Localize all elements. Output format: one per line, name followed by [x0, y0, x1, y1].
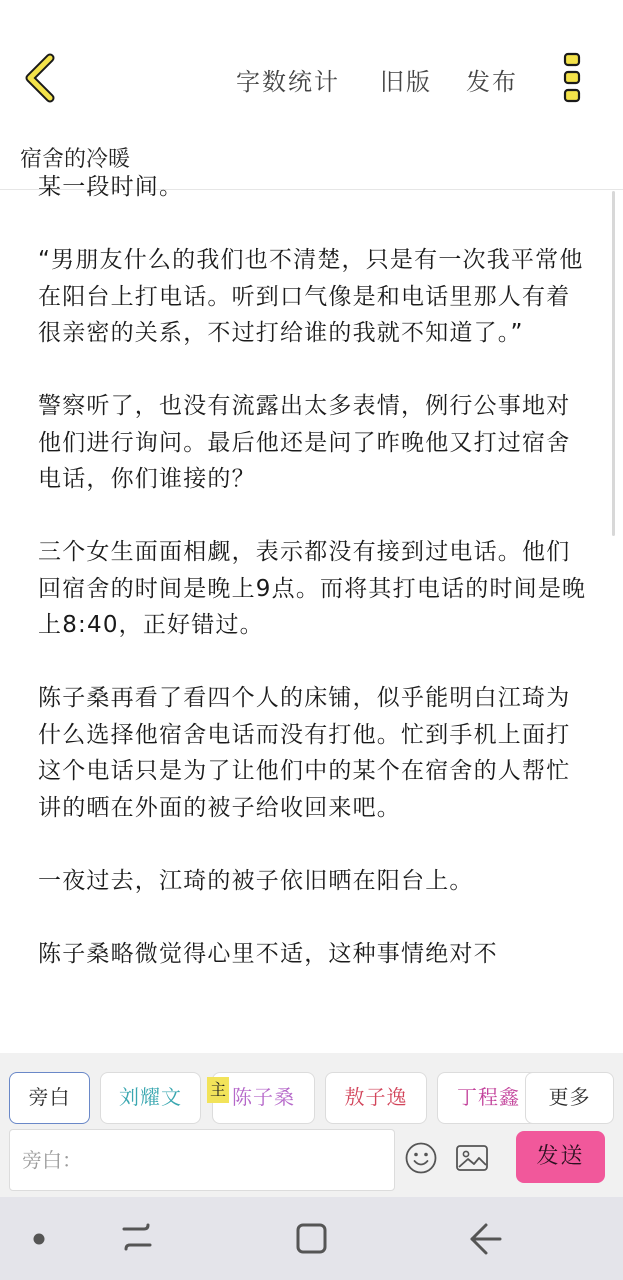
image-button[interactable] [455, 1143, 489, 1173]
owner-tag-badge: 主 [207, 1077, 229, 1103]
recent-apps-icon [120, 1219, 154, 1255]
role-label: 丁程鑫 [457, 1085, 520, 1109]
paragraph: 三个女生面面相觑，表示都没有接到过电话。他们回宿舍的时间是晚上9点。而将其打电话的时间是晚上8:40，正好错过。 [38, 539, 587, 638]
home-button[interactable] [295, 1222, 329, 1260]
back-nav-button[interactable] [468, 1221, 504, 1261]
image-icon [455, 1143, 489, 1173]
paragraph: 陈子桑略微觉得心里不适，这种事情绝对不 [38, 940, 498, 967]
nav-dot-button[interactable] [32, 1231, 46, 1250]
system-navigation-bar [0, 1197, 623, 1280]
story-text [38, 169, 593, 1009]
role-chip-ao-ziyi[interactable] [325, 1072, 427, 1124]
back-arrow-icon [468, 1221, 504, 1257]
chevron-left-icon [18, 52, 66, 104]
home-icon [295, 1222, 329, 1256]
paragraph: 某一段时间。 [38, 174, 184, 200]
role-selector-bar [0, 1053, 623, 1129]
paragraph: “男朋友什么的我们也不清楚，只是有一次我平常他在阳台上打电话。听到口气像是和电话里那人有着很亲密的关系，不过打给谁的我就不知道了。” [38, 247, 584, 346]
old-version-button[interactable]: 旧版 [380, 68, 432, 96]
word-count-button[interactable]: 字数统计 [236, 68, 340, 96]
publish-button[interactable]: 发布 [466, 68, 518, 96]
message-input[interactable] [9, 1129, 395, 1191]
role-label: 陈子桑 [232, 1085, 295, 1109]
role-label: 刘耀文 [119, 1085, 182, 1109]
role-chip-narrator[interactable] [9, 1072, 90, 1124]
chapter-title: 宿舍的冷暖 [20, 147, 131, 172]
story-content[interactable] [0, 174, 623, 1053]
message-composer [0, 1129, 623, 1197]
back-button[interactable] [18, 52, 66, 104]
smiley-icon [404, 1141, 438, 1175]
paragraph: 警察听了，也没有流露出太多表情，例行公事地对他们进行询问。最后他还是问了昨晚他又打过宿舍电话，你们谁接的？ [38, 393, 571, 492]
role-label: 旁白 [28, 1085, 71, 1109]
role-chip-liu-yaowen[interactable] [100, 1072, 201, 1124]
paragraph: 陈子桑再看了看四个人的床铺，似乎能明白江琦为什么选择他宿舍电话而没有打他。忙到手机上面打这个电话只是为了让他们中的某个在宿舍的人帮忙讲的晒在外面的被子给收回来吧。 [38, 685, 571, 821]
more-roles-button[interactable] [525, 1072, 614, 1124]
top-toolbar [0, 0, 623, 132]
emoji-button[interactable] [404, 1141, 438, 1175]
role-label: 敖子逸 [344, 1085, 408, 1109]
more-menu-button[interactable] [560, 52, 586, 104]
dot-icon [32, 1232, 46, 1246]
send-button[interactable]: 发送 [516, 1131, 605, 1183]
vertical-dots-icon [560, 52, 586, 104]
more-roles-label: 更多 [548, 1085, 591, 1109]
recent-apps-button[interactable] [120, 1219, 154, 1259]
paragraph: 一夜过去，江琦的被子依旧晒在阳台上。 [38, 867, 474, 894]
message-input-placeholder: 旁白： [22, 1148, 82, 1172]
scrollbar[interactable] [612, 191, 615, 536]
